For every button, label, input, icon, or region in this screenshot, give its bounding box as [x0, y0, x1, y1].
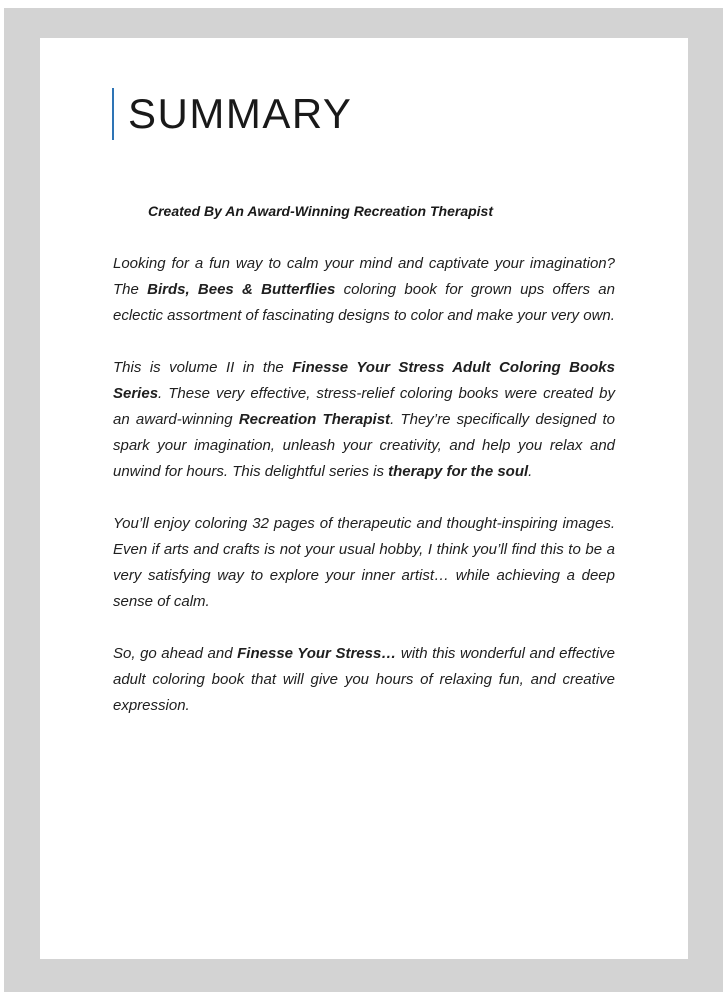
byline: Created By An Award-Winning Recreation Therapist [148, 203, 493, 219]
title-accent-bar [112, 88, 114, 140]
page-title: SUMMARY [128, 90, 353, 137]
body-paragraphs [113, 251, 615, 719]
page-content [40, 202, 688, 719]
paragraph: You’ll enjoy coloring 32 pages of therapeutic and thought-inspiring images. Even if arts and crafts is not your usual hobby, I think you’ll find this to be a very satisfying way to explore your inner artist… while achieving a deep sense of calm. [113, 515, 615, 610]
title-block [112, 88, 688, 140]
document-viewer-background [4, 8, 723, 992]
paragraph: Looking for a fun way to calm your mind and captivate your imagination? The Birds, Bees & Butterflies coloring book for grown ups offers an eclectic assortment of fascinating designs to color and make your very own. [113, 255, 615, 324]
paragraph: This is volume II in the Finesse Your Stress Adult Coloring Books Series. These very effective, stress-relief coloring books were created by an award-winning Recreation Therapist. They’re specifically designed to spark your imagination, unleash your creativity, and help you relax and unwind for hours. This delightful series is therapy for the soul. [113, 359, 615, 480]
paragraph: So, go ahead and Finesse Your Stress… with this wonderful and effective adult coloring book that will give you hours of relaxing fun, and creative expression. [113, 645, 615, 714]
document-page [40, 38, 688, 959]
